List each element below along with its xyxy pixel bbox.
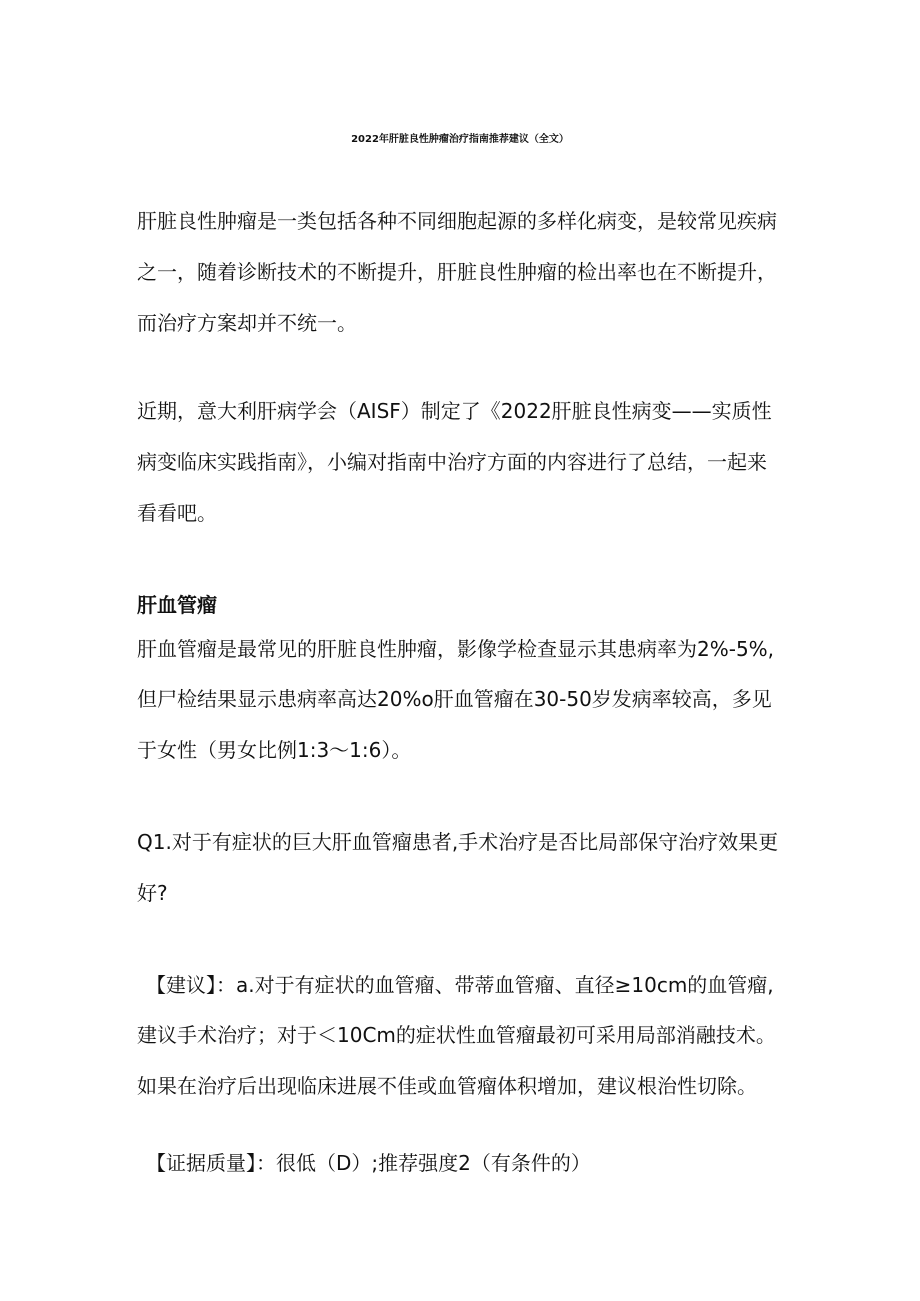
context-line-1: 近期，意大利肝病学会（AISF）制定了《2022肝脏良性病变——实质性 [137, 399, 772, 423]
recommendation-line-2: 建议手术治疗；对于＜10Cm的症状性血管瘤最初可采用局部消融技术。 [137, 1023, 776, 1047]
intro-line-1: 肝脏良性肿瘤是一类包括各种不同细胞起源的多样化病变，是较常见疾病 [137, 209, 777, 233]
section-line-3: 于女性（男女比例1:3～1:6）。 [137, 738, 412, 762]
intro-line-2: 之一，随着诊断技术的不断提升，肝脏良性肿瘤的检出率也在不断提升， [137, 260, 777, 284]
evidence-quality: 【证据质量】：很低（D）;推荐强度2（有条件的） [146, 1151, 591, 1175]
question-line-1: Q1.对于有症状的巨大肝血管瘤患者,手术治疗是否比局部保守治疗效果更 [137, 830, 779, 854]
intro-line-3: 而治疗方案却并不统一。 [137, 311, 357, 335]
document-title: 2022年肝脏良性肿瘤治疗指南推荐建议（全文） [351, 134, 569, 145]
section-heading: 肝血管瘤 [137, 593, 217, 617]
recommendation-line-1: 【建议】：a.对于有症状的血管瘤、带蒂血管瘤、直径≥10cm的血管瘤, [146, 973, 774, 997]
section-line-1: 肝血管瘤是最常见的肝脏良性肿瘤，影像学检查显示其患病率为2%-5%, [137, 637, 775, 661]
recommendation-line-3: 如果在治疗后出现临床进展不佳或血管瘤体积增加，建议根治性切除。 [137, 1074, 757, 1098]
context-line-2: 病变临床实践指南》，小编对指南中治疗方面的内容进行了总结，一起来 [137, 450, 767, 474]
question-line-2: 好? [137, 881, 168, 905]
context-line-3: 看看吧。 [137, 501, 217, 525]
section-line-2: 但尸检结果显示患病率高达20%o肝血管瘤在30-50岁发病率较高，多见 [137, 687, 772, 711]
